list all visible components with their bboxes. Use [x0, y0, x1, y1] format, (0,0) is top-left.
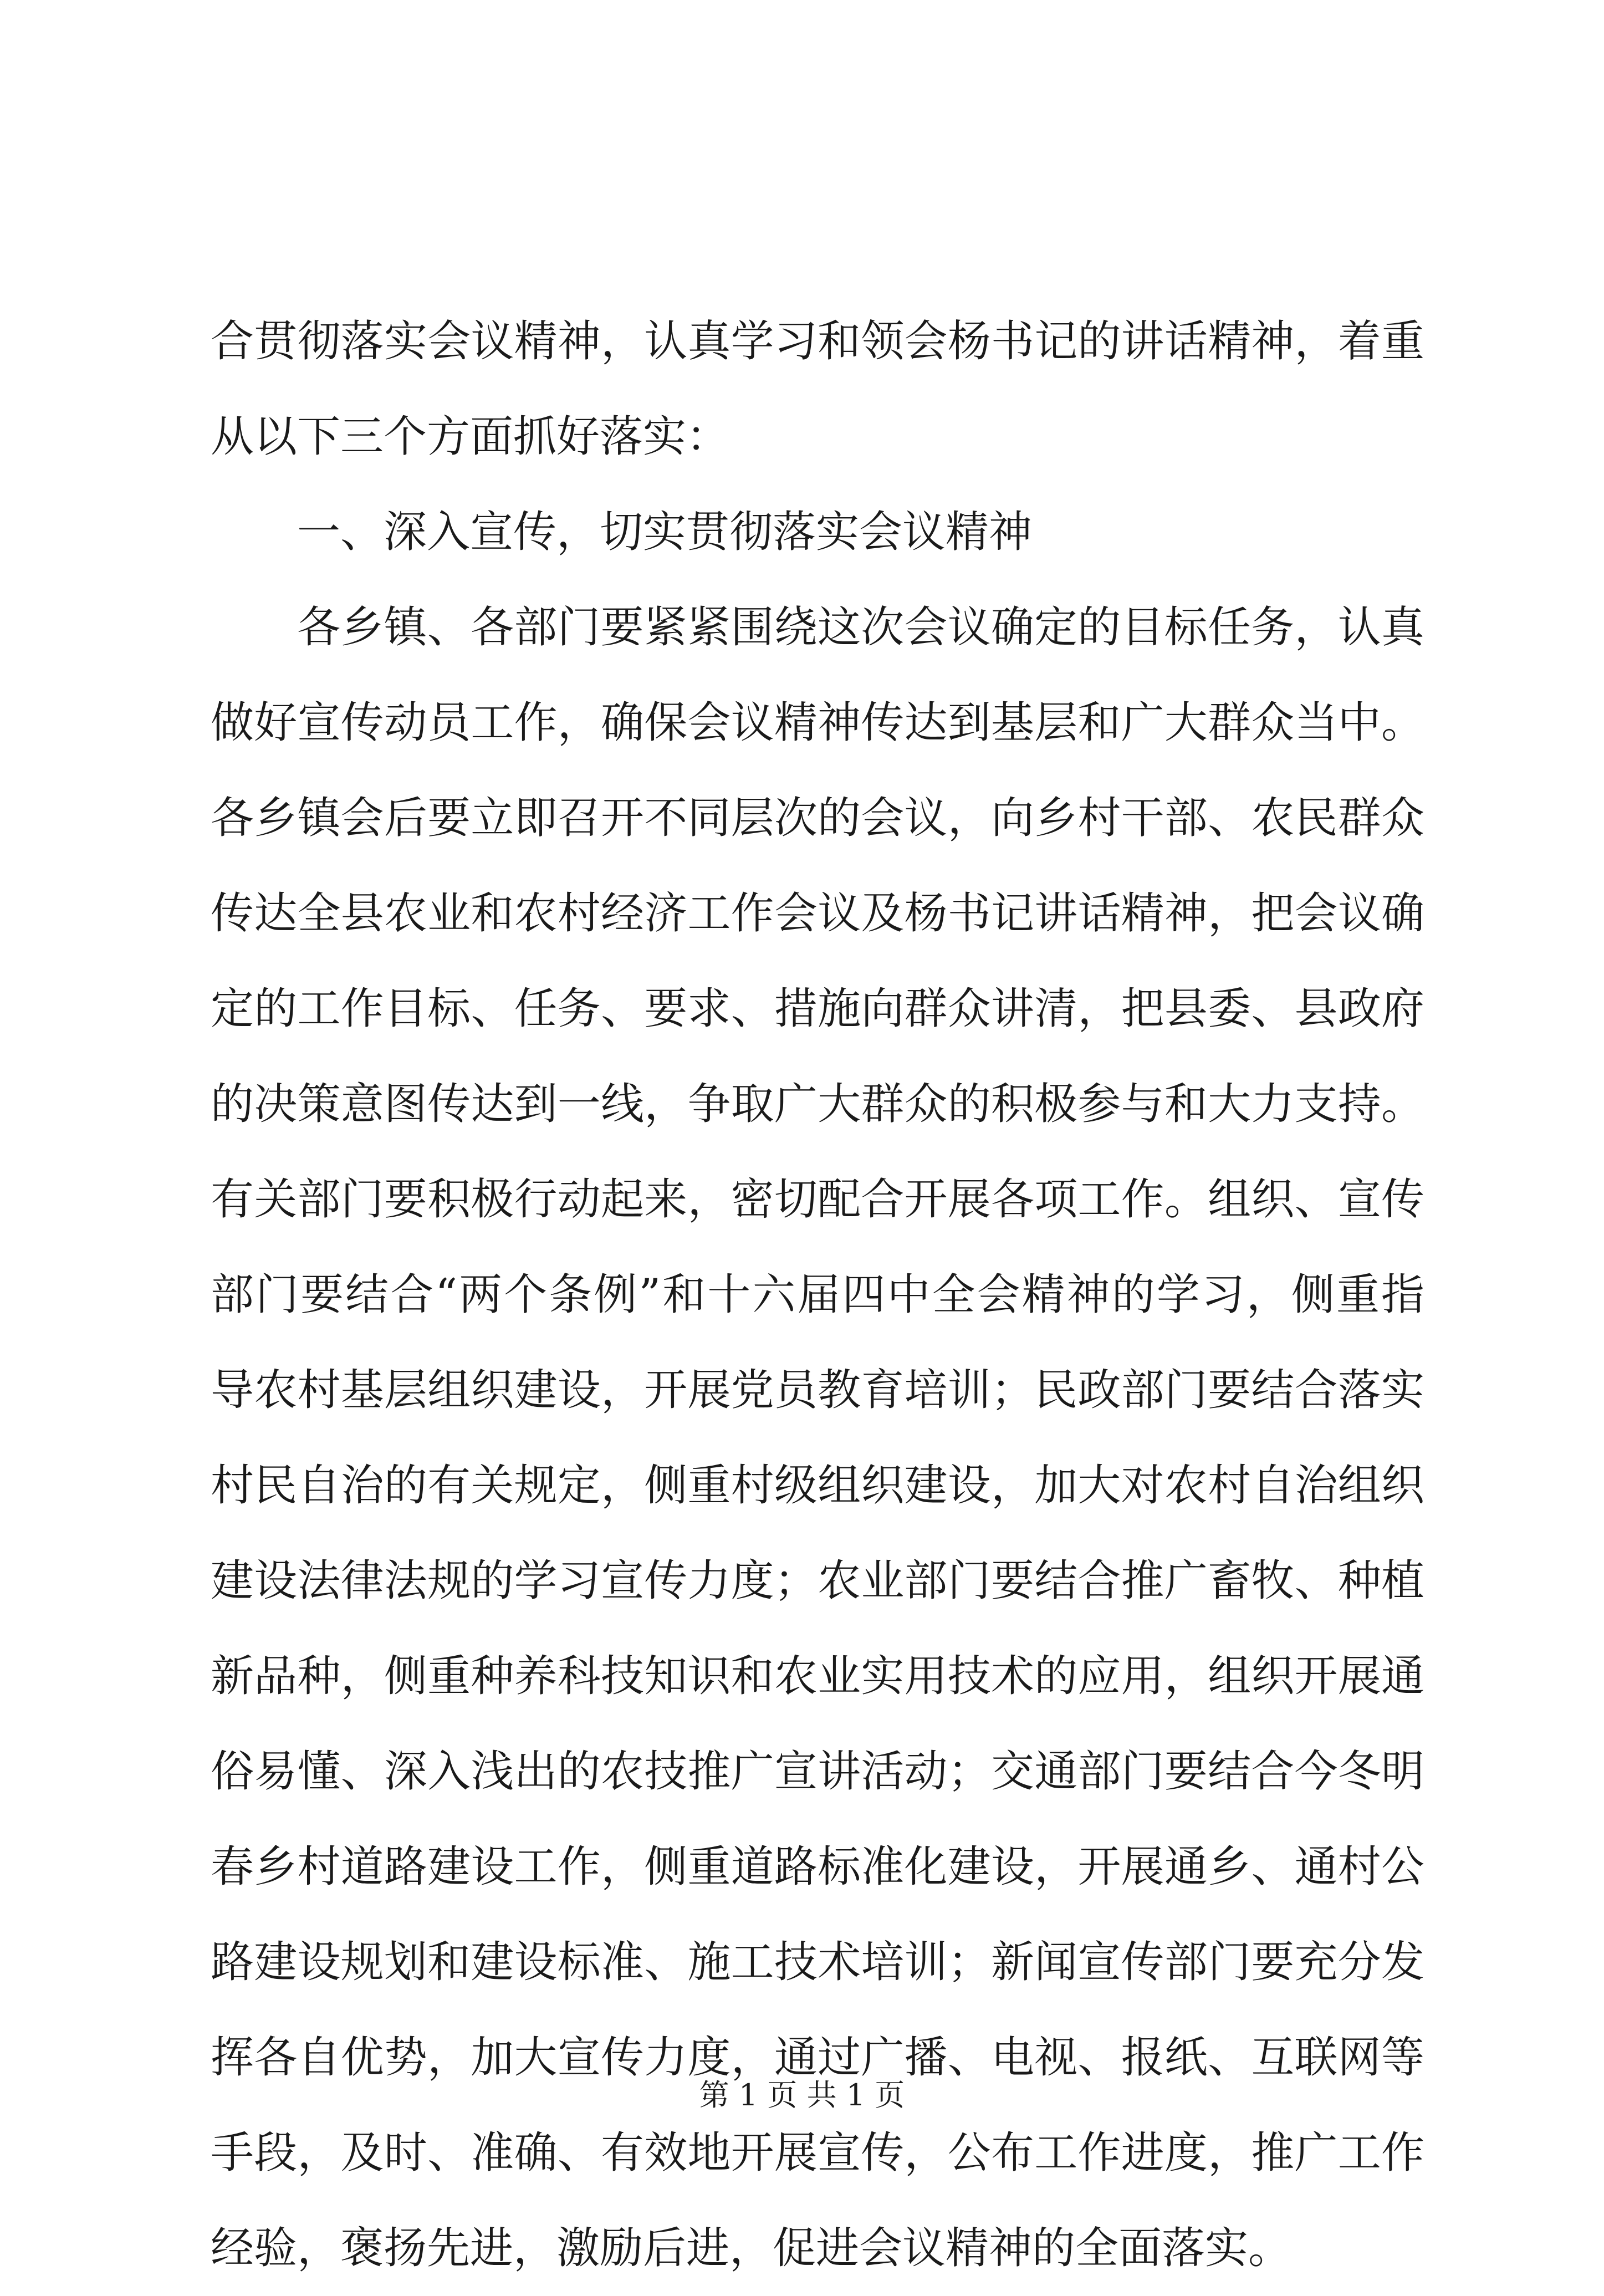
text-line: 春乡村道路建设工作，侧重道路标准化建设，开展通乡、通村公 — [211, 1842, 1424, 1892]
section-heading: 一、深入宣传，切实贯彻落实会议精神 — [297, 507, 1033, 557]
text-line: 导农村基层组织建设，开展党员教育培训；民政部门要结合落实 — [211, 1365, 1424, 1415]
document-body — [211, 294, 1424, 2296]
text-line: 手段，及时、准确、有效地开展宣传，公布工作进度，推广工作 — [211, 2128, 1424, 2178]
text-line: 建设法律法规的学习宣传力度；农业部门要结合推广畜牧、种植 — [211, 1556, 1424, 1606]
text-line: 传达全县农业和农村经济工作会议及杨书记讲话精神，把会议确 — [211, 889, 1424, 938]
text-line: 路建设规划和建设标准、施工技术培训；新闻宣传部门要充分发 — [211, 1937, 1424, 1987]
page-number-footer: 第 1 页 共 1 页 — [699, 2078, 905, 2113]
text-line: 新品种，侧重种养科技知识和农业实用技术的应用，组织开展通 — [211, 1651, 1424, 1701]
text-line: 村民自治的有关规定，侧重村级组织建设，加大对农村自治组织 — [211, 1461, 1424, 1511]
text-line: 有关部门要积极行动起来，密切配合开展各项工作。组织、宣传 — [211, 1175, 1424, 1224]
text-line: 的决策意图传达到一线，争取广大群众的积极参与和大力支持。 — [211, 1079, 1424, 1129]
text-line: 定的工作目标、任务、要求、措施向群众讲清，把县委、县政府 — [211, 984, 1424, 1034]
text-line: 各乡镇会后要立即召开不同层次的会议，向乡村干部、农民群众 — [211, 793, 1424, 843]
text-line: 做好宣传动员工作，确保会议精神传达到基层和广大群众当中。 — [211, 698, 1424, 748]
paragraph-first-line: 各乡镇、各部门要紧紧围绕这次会议确定的目标任务，认真 — [297, 603, 1424, 652]
text-line: 合贯彻落实会议精神，认真学习和领会杨书记的讲话精神，着重 — [211, 317, 1424, 366]
text-line: 俗易懂、深入浅出的农技推广宣讲活动；交通部门要结合今冬明 — [211, 1747, 1424, 1797]
text-line: 挥各自优势，加大宣传力度，通过广播、电视、报纸、互联网等 — [211, 2033, 1424, 2083]
text-line: 经验，褒扬先进，激励后进，促进会议精神的全面落实。 — [211, 2223, 1292, 2273]
text-line: 部门要结合“两个条例”和十六届四中全会精神的学习，侧重指 — [211, 1270, 1424, 1320]
text-line: 从以下三个方面抓好落实： — [211, 412, 730, 462]
